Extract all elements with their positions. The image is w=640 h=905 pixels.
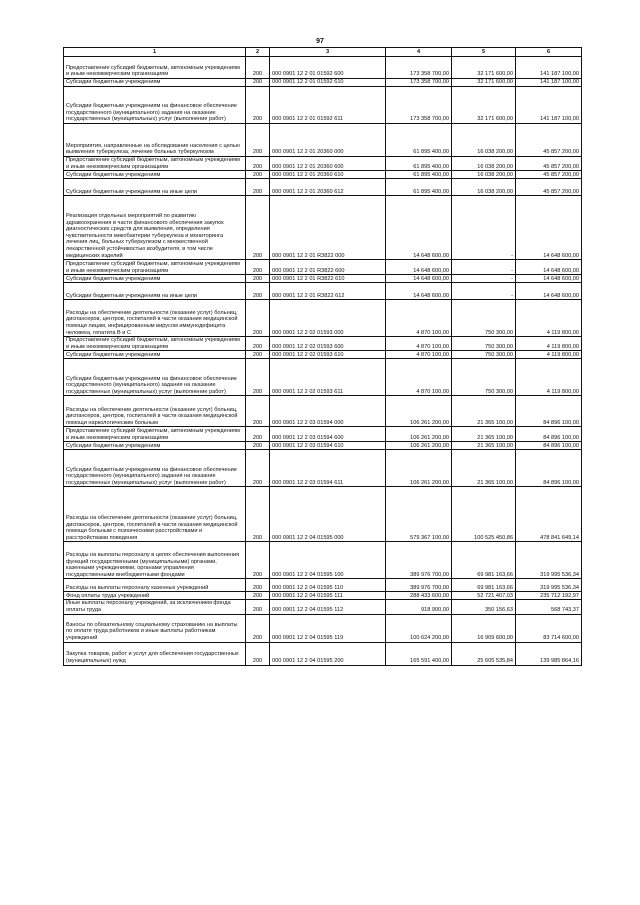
row-col2: 200	[246, 614, 270, 642]
table-row	[64, 124, 582, 157]
row-value-col6: 141 187 100,00	[516, 87, 582, 124]
row-name: Субсидии бюджетным учреждениям	[64, 442, 246, 450]
row-budget-code: 000 0901 12 2 01 20360 600	[270, 157, 386, 171]
row-name: Предоставление субсидий бюджетным, автономным учреждениям и иным некоммерческим организациям	[64, 57, 246, 79]
row-name: Субсидии бюджетным учреждениям	[64, 275, 246, 283]
row-col2: 200	[246, 450, 270, 487]
row-value-col5: 25 605 535,84	[452, 642, 516, 665]
row-name: Субсидии бюджетным учреждениям на финансовое обеспечение государственного (муниципального) задания на оказание государственных (муниципальных) услуг (выполнение работ)	[64, 359, 246, 396]
row-name: Мероприятия, направленные на обследование населения с целью выявления туберкулеза, лечение больных туберкулезом	[64, 124, 246, 157]
row-value-col5: -	[452, 260, 516, 275]
row-value-col4: 173 358 700,00	[386, 79, 452, 87]
row-value-col4: 918 900,00	[386, 600, 452, 614]
row-col2: 200	[246, 171, 270, 179]
row-value-col5: 21 365 100,00	[452, 427, 516, 442]
row-value-col4: 61 895 400,00	[386, 157, 452, 171]
table-row	[64, 600, 582, 614]
row-value-col6: 4 119 800,00	[516, 300, 582, 337]
row-value-col4: 173 358 700,00	[386, 57, 452, 79]
table-row	[64, 396, 582, 427]
row-name: Закупка товаров, работ и услуг для обеспечения государственных (муниципальных) нужд	[64, 642, 246, 665]
row-value-col6: 84 896 100,00	[516, 396, 582, 427]
row-budget-code: 000 0901 12 2 03 01594 611	[270, 450, 386, 487]
row-value-col5: 100 525 450,86	[452, 487, 516, 542]
table-row	[64, 196, 582, 260]
row-budget-code: 000 0901 12 2 04 01595 112	[270, 600, 386, 614]
row-name: Расходы на выплаты персоналу казенных учреждений	[64, 579, 246, 592]
row-name: Субсидии бюджетным учреждениям на иные цели	[64, 179, 246, 196]
row-name: Взносы по обязательному социальному страхованию на выплаты по оплате труда работников и иные выплаты работникам учреждений	[64, 614, 246, 642]
column-header: 6	[516, 48, 582, 57]
row-value-col5: 69 981 163,66	[452, 579, 516, 592]
table-row	[64, 359, 582, 396]
row-value-col4: 14 648 600,00	[386, 275, 452, 283]
row-value-col6: 14 648 600,00	[516, 283, 582, 300]
row-budget-code: 000 0901 12 2 02 01593 610	[270, 351, 386, 359]
row-value-col5: 69 981 163,66	[452, 542, 516, 579]
row-value-col5: 32 171 600,00	[452, 79, 516, 87]
row-value-col5: 350 156,63	[452, 600, 516, 614]
row-col2: 200	[246, 642, 270, 665]
row-value-col4: 61 895 400,00	[386, 171, 452, 179]
row-value-col4: 389 976 700,00	[386, 579, 452, 592]
row-name: Предоставление субсидий бюджетным, автономным учреждениям и иным некоммерческим организациям	[64, 260, 246, 275]
row-value-col6: 235 712 192,97	[516, 592, 582, 600]
row-col2: 200	[246, 196, 270, 260]
row-value-col4: 288 433 600,00	[386, 592, 452, 600]
table-row	[64, 614, 582, 642]
row-value-col6: 141 187 100,00	[516, 57, 582, 79]
row-col2: 200	[246, 542, 270, 579]
row-col2: 200	[246, 592, 270, 600]
row-budget-code: 000 0901 12 2 01 20360 000	[270, 124, 386, 157]
table-row	[64, 337, 582, 351]
row-budget-code: 000 0901 12 2 01 01592 611	[270, 87, 386, 124]
column-header: 1	[64, 48, 246, 57]
row-value-col6: 83 714 600,00	[516, 614, 582, 642]
row-value-col5: -	[452, 283, 516, 300]
page-number: 97	[316, 38, 324, 45]
row-budget-code: 000 0901 12 2 02 01593 000	[270, 300, 386, 337]
row-name: Субсидии бюджетным учреждениям на иные цели	[64, 283, 246, 300]
row-value-col6: 14 648 600,00	[516, 275, 582, 283]
row-value-col6: 45 857 200,00	[516, 179, 582, 196]
row-value-col5: -	[452, 196, 516, 260]
row-budget-code: 000 0901 12 2 01 R3822 000	[270, 196, 386, 260]
row-name: Субсидии бюджетным учреждениям	[64, 171, 246, 179]
row-col2: 200	[246, 283, 270, 300]
row-value-col4: 14 648 600,00	[386, 196, 452, 260]
row-value-col6: 45 857 200,00	[516, 171, 582, 179]
row-value-col5: 32 171 600,00	[452, 87, 516, 124]
table-row	[64, 642, 582, 665]
column-header: 4	[386, 48, 452, 57]
row-value-col4: 14 648 600,00	[386, 283, 452, 300]
row-name: Иные выплаты персоналу учреждений, за исключением фонда оплаты труда	[64, 600, 246, 614]
row-value-col5: 21 365 100,00	[452, 450, 516, 487]
row-value-col6: 478 841 649,14	[516, 487, 582, 542]
row-value-col6: 84 896 100,00	[516, 442, 582, 450]
row-name: Фонд оплаты труда учреждений	[64, 592, 246, 600]
row-budget-code: 000 0901 12 2 04 01595 000	[270, 487, 386, 542]
table-row	[64, 275, 582, 283]
row-budget-code: 000 0901 12 2 04 01595 111	[270, 592, 386, 600]
row-value-col6: 45 857 200,00	[516, 124, 582, 157]
row-value-col6: 568 743,37	[516, 600, 582, 614]
row-col2: 200	[246, 157, 270, 171]
row-value-col4: 106 261 200,00	[386, 396, 452, 427]
column-header: 2	[246, 48, 270, 57]
row-value-col6: 139 985 864,16	[516, 642, 582, 665]
table-row	[64, 592, 582, 600]
row-value-col5: 21 365 100,00	[452, 396, 516, 427]
row-budget-code: 000 0901 12 2 04 01595 110	[270, 579, 386, 592]
row-value-col6: 4 119 800,00	[516, 337, 582, 351]
row-value-col5: 16 909 600,00	[452, 614, 516, 642]
row-value-col4: 61 895 400,00	[386, 124, 452, 157]
row-value-col4: 106 261 200,00	[386, 442, 452, 450]
row-value-col4: 4 870 100,00	[386, 351, 452, 359]
row-budget-code: 000 0901 12 2 01 20360 612	[270, 179, 386, 196]
row-budget-code: 000 0901 12 2 03 01594 000	[270, 396, 386, 427]
row-name: Расходы на обеспечение деятельности (оказание услуг) больниц, диспансеров, центров, госпиталей в части оказания медицинской помощи лицам, инфицированным вирусом иммунодефицита человека, гепатита В и С	[64, 300, 246, 337]
table-row	[64, 427, 582, 442]
row-budget-code: 000 0901 12 2 01 R3822 612	[270, 283, 386, 300]
row-budget-code: 000 0901 12 2 01 20360 610	[270, 171, 386, 179]
row-value-col4: 173 358 700,00	[386, 87, 452, 124]
row-value-col6: 4 119 800,00	[516, 359, 582, 396]
table-row	[64, 179, 582, 196]
row-col2: 200	[246, 359, 270, 396]
row-name: Расходы на обеспечение деятельности (оказание услуг) больниц, диспансеров, центров, госпиталей в части оказания медицинской помощи наркологическим больным	[64, 396, 246, 427]
row-value-col4: 4 870 100,00	[386, 337, 452, 351]
row-value-col6: 141 187 100,00	[516, 79, 582, 87]
row-value-col6: 84 896 100,00	[516, 427, 582, 442]
row-value-col5: 750 300,00	[452, 351, 516, 359]
table-row	[64, 300, 582, 337]
row-budget-code: 000 0901 12 2 04 01595 200	[270, 642, 386, 665]
budget-table	[63, 47, 582, 666]
row-value-col6: 84 896 100,00	[516, 450, 582, 487]
row-budget-code: 000 0901 12 2 02 01593 600	[270, 337, 386, 351]
row-value-col5: 32 171 600,00	[452, 57, 516, 79]
row-name: Субсидии бюджетным учреждениям на финансовое обеспечение государственного (муниципального) задания на оказание государственных (муниципальных) услуг (выполнение работ)	[64, 87, 246, 124]
table-row	[64, 260, 582, 275]
row-name: Расходы на выплаты персоналу в целях обеспечения выполнения функций государственными (муниципальными) органами, казенными учреждениями, органами управления государственными внебюджетными фондами	[64, 542, 246, 579]
row-col2: 200	[246, 87, 270, 124]
row-value-col4: 4 870 100,00	[386, 300, 452, 337]
table-row	[64, 57, 582, 79]
row-value-col5: 750 300,00	[452, 359, 516, 396]
table-row	[64, 450, 582, 487]
table-row	[64, 579, 582, 592]
table-row	[64, 283, 582, 300]
row-value-col5: 16 038 200,00	[452, 179, 516, 196]
table-row	[64, 351, 582, 359]
row-name: Предоставление субсидий бюджетным, автономным учреждениям и иным некоммерческим организациям	[64, 157, 246, 171]
row-col2: 200	[246, 396, 270, 427]
row-col2: 200	[246, 337, 270, 351]
table-row	[64, 87, 582, 124]
row-name: Предоставление субсидий бюджетным, автономным учреждениям и иным некоммерческим организациям	[64, 337, 246, 351]
row-value-col5: 21 365 100,00	[452, 442, 516, 450]
row-col2: 200	[246, 300, 270, 337]
row-col2: 200	[246, 124, 270, 157]
row-value-col6: 14 648 600,00	[516, 260, 582, 275]
table-row	[64, 542, 582, 579]
row-name: Предоставление субсидий бюджетным, автономным учреждениям и иным некоммерческим организациям	[64, 427, 246, 442]
row-col2: 200	[246, 442, 270, 450]
table-row	[64, 487, 582, 542]
row-col2: 200	[246, 427, 270, 442]
row-name: Субсидии бюджетным учреждениям	[64, 79, 246, 87]
row-value-col4: 106 261 200,00	[386, 427, 452, 442]
table-body	[64, 57, 582, 666]
row-budget-code: 000 0901 12 2 01 01592 610	[270, 79, 386, 87]
row-value-col6: 14 648 600,00	[516, 196, 582, 260]
row-col2: 200	[246, 600, 270, 614]
table-row	[64, 157, 582, 171]
row-value-col5: 750 300,00	[452, 337, 516, 351]
table-row	[64, 442, 582, 450]
table-row	[64, 79, 582, 87]
row-value-col5: 16 038 200,00	[452, 124, 516, 157]
row-name: Субсидии бюджетным учреждениям	[64, 351, 246, 359]
row-col2: 200	[246, 487, 270, 542]
row-value-col4: 389 976 700,00	[386, 542, 452, 579]
row-value-col4: 106 261 200,00	[386, 450, 452, 487]
row-value-col5: 52 721 407,03	[452, 592, 516, 600]
row-col2: 200	[246, 579, 270, 592]
row-col2: 200	[246, 260, 270, 275]
row-value-col5: -	[452, 275, 516, 283]
row-budget-code: 000 0901 12 2 01 R3822 600	[270, 260, 386, 275]
row-budget-code: 000 0901 12 2 02 01593 611	[270, 359, 386, 396]
row-value-col5: 750 300,00	[452, 300, 516, 337]
row-value-col6: 319 995 536,34	[516, 579, 582, 592]
row-value-col5: 16 038 200,00	[452, 157, 516, 171]
row-value-col6: 319 995 536,34	[516, 542, 582, 579]
row-budget-code: 000 0901 12 2 03 01594 600	[270, 427, 386, 442]
row-name: Реализация отдельных мероприятий по развитию здравоохранения в части финансового обеспечения закупок диагностических средств для выявления, определения чувствительности микобактерии туберкулеза и мониторинга лечения лиц, больных туберкулезом с множественной лекарственной устойчивостью возбудителя, в том числе медицинских изделий	[64, 196, 246, 260]
row-col2: 200	[246, 79, 270, 87]
column-header: 3	[270, 48, 386, 57]
row-col2: 200	[246, 179, 270, 196]
row-col2: 200	[246, 57, 270, 79]
row-value-col6: 4 119 800,00	[516, 351, 582, 359]
row-value-col4: 14 648 600,00	[386, 260, 452, 275]
row-col2: 200	[246, 351, 270, 359]
row-name: Субсидии бюджетным учреждениям на финансовое обеспечение государственного (муниципального) задания на оказание государственных (муниципальных) услуг (выполнение работ)	[64, 450, 246, 487]
row-budget-code: 000 0901 12 2 04 01595 100	[270, 542, 386, 579]
row-value-col4: 4 870 100,00	[386, 359, 452, 396]
row-value-col4: 579 367 100,00	[386, 487, 452, 542]
row-value-col4: 165 591 400,00	[386, 642, 452, 665]
row-name: Расходы на обеспечение деятельности (оказание услуг) больниц, диспансеров, центров, госпиталей в части оказания медицинской помощи больным с психическими расстройствами и расстройствами поведения	[64, 487, 246, 542]
table-header-row	[64, 48, 582, 57]
row-budget-code: 000 0901 12 2 04 01595 119	[270, 614, 386, 642]
row-col2: 200	[246, 275, 270, 283]
table-row	[64, 171, 582, 179]
row-budget-code: 000 0901 12 2 01 01592 600	[270, 57, 386, 79]
row-budget-code: 000 0901 12 2 03 01594 610	[270, 442, 386, 450]
column-header: 5	[452, 48, 516, 57]
row-budget-code: 000 0901 12 2 01 R3822 610	[270, 275, 386, 283]
row-value-col6: 45 857 200,00	[516, 157, 582, 171]
row-value-col4: 100 624 200,00	[386, 614, 452, 642]
row-value-col5: 16 038 200,00	[452, 171, 516, 179]
row-value-col4: 61 895 400,00	[386, 179, 452, 196]
